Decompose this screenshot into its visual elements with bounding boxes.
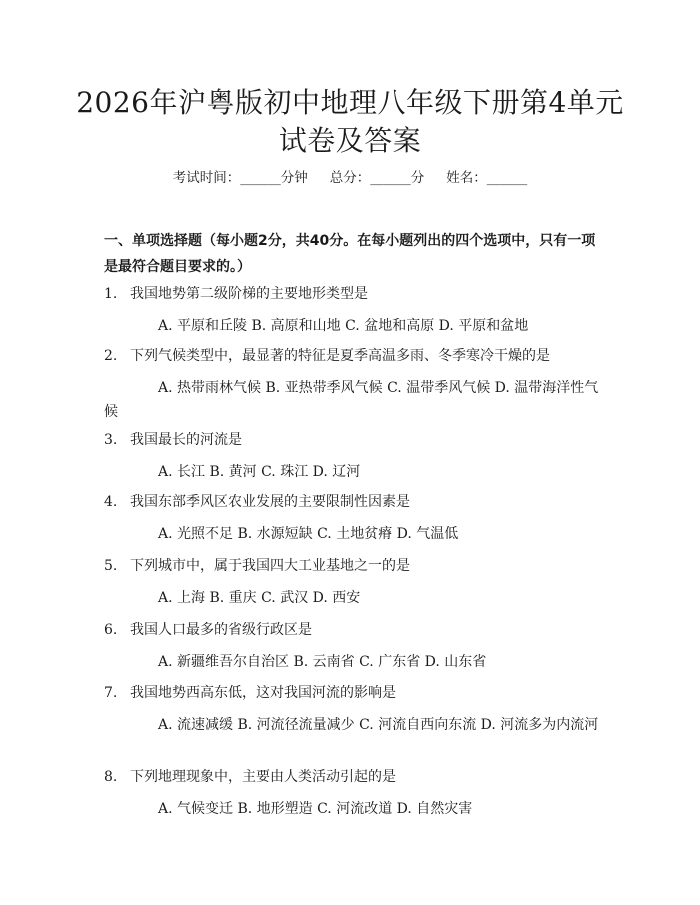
question-stem — [104, 344, 604, 368]
question-number: 4. — [104, 494, 118, 510]
question-text: 下列城市中，属于我国四大工业基地之一的是 — [130, 558, 410, 574]
question-7 — [104, 681, 604, 737]
section-heading: 一、单项选择题（每小题2分，共40分。在每小题列出的四个选项中，只有一项是最符合题目要求的。） — [104, 233, 596, 275]
question-3 — [104, 428, 604, 484]
question-number: 1. — [104, 286, 118, 302]
question-stem — [104, 681, 604, 705]
exam-name: 姓名：______ — [446, 170, 528, 186]
question-stem — [104, 765, 604, 789]
question-text: 我国地势西高东低，这对我国河流的影响是 — [130, 685, 396, 701]
question-options: A. 长江 B. 黄河 C. 珠江 D. 辽河 — [158, 464, 361, 480]
question-stem — [104, 428, 604, 452]
question-6 — [104, 618, 604, 674]
question-options: A. 热带雨林气候 B. 亚热带季风气候 C. 温带季风气候 D. 温带海洋性气候 — [104, 380, 599, 420]
title-line-2: 试卷及答案 — [278, 124, 422, 157]
page-title — [60, 84, 640, 160]
exam-time: 考试时间：______分钟 — [172, 170, 308, 186]
question-text: 我国人口最多的省级行政区是 — [130, 622, 312, 638]
question-stem — [104, 554, 604, 578]
exam-info — [0, 168, 700, 188]
question-options: A. 光照不足 B. 水源短缺 C. 土地贫瘠 D. 气温低 — [158, 526, 459, 542]
question-options: A. 新疆维吾尔自治区 B. 云南省 C. 广东省 D. 山东省 — [158, 654, 487, 670]
question-5 — [104, 554, 604, 610]
question-number: 3. — [104, 432, 118, 448]
question-8 — [104, 765, 604, 821]
question-number: 2. — [104, 348, 118, 364]
question-text: 我国地势第二级阶梯的主要地形类型是 — [130, 286, 368, 302]
question-stem — [104, 282, 604, 306]
question-number: 7. — [104, 685, 118, 701]
question-text: 我国东部季风区农业发展的主要限制性因素是 — [130, 494, 410, 510]
question-number: 8. — [104, 769, 118, 785]
question-stem — [104, 490, 604, 514]
exam-score: 总分：______分 — [329, 170, 425, 186]
question-options: A. 平原和丘陵 B. 高原和山地 C. 盆地和高原 D. 平原和盆地 — [158, 318, 529, 334]
question-number: 5. — [104, 558, 118, 574]
question-text: 下列气候类型中，最显著的特征是夏季高温多雨、冬季寒冷干燥的是 — [130, 348, 550, 364]
question-stem — [104, 618, 604, 642]
question-options: A. 气候变迁 B. 地形塑造 C. 河流改道 D. 自然灾害 — [158, 801, 473, 817]
question-options: A. 上海 B. 重庆 C. 武汉 D. 西安 — [158, 590, 361, 606]
question-options: A. 流速减缓 B. 河流径流量减少 C. 河流自西向东流 D. 河流多为内流河 — [158, 717, 599, 733]
question-1 — [104, 282, 604, 338]
question-text: 下列地理现象中，主要由人类活动引起的是 — [130, 769, 396, 785]
title-line-1: 2026年沪粤版初中地理八年级下册第4单元 — [76, 86, 624, 119]
question-number: 6. — [104, 622, 118, 638]
question-2 — [104, 344, 604, 424]
question-4 — [104, 490, 604, 546]
question-text: 我国最长的河流是 — [130, 432, 242, 448]
